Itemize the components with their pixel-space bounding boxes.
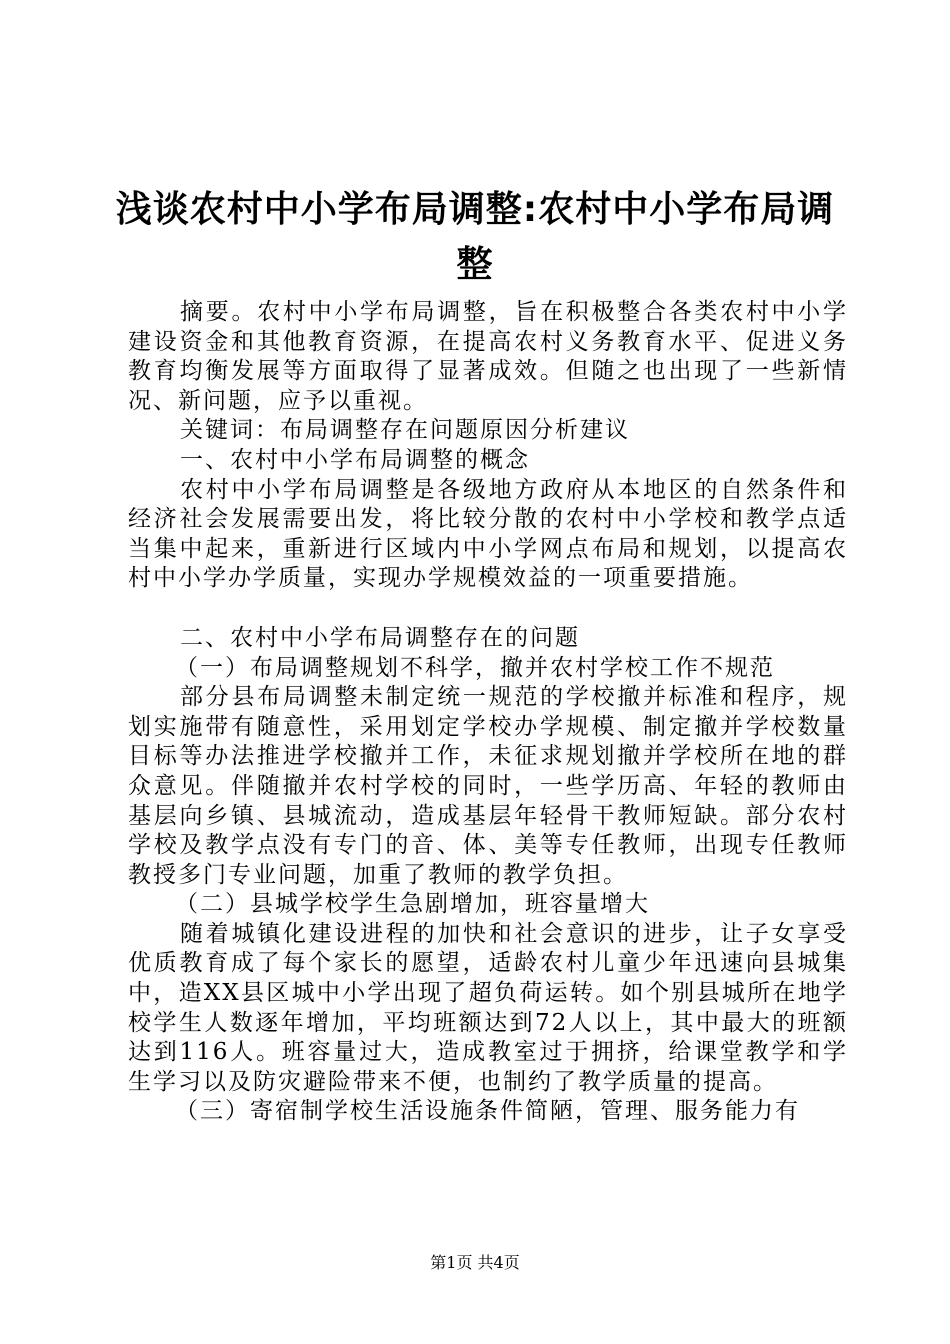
- page-footer: 第1页 共4页: [430, 1253, 520, 1272]
- document-body: [128, 298, 848, 1127]
- document-title-line2: 整: [456, 244, 494, 285]
- document-title-line1: 浅谈农村中小学布局调整:农村中小学布局调: [115, 189, 835, 230]
- keywords-line: 关键词：布局调整存在问题原因分析建议: [180, 417, 630, 444]
- section1-heading: 一、农村中小学布局调整的概念: [180, 446, 530, 473]
- paragraph-gap: [128, 594, 848, 624]
- section1-paragraph: 农村中小学布局调整是各级地方政府从本地区的自然条件和经济社会发展需要出发，将比较分散的农村中小学校和教学点适当集中起来，重新进行区域内中小学网点布局和规划，以提高农村中小学办学质量，实现办学规模效益的一项重要措施。: [128, 476, 848, 592]
- subsection1-paragraph: 部分县布局调整未制定统一规范的学校撤并标准和程序，规划实施带有随意性，采用划定学校办学规模、制定撤并学校数量目标等办法推进学校撤并工作，未征求规划撤并学校所在地的群众意见。伴随撤并农村学校的同时，一些学历高、年轻的教师由基层向乡镇、县城流动，造成基层年轻骨干教师短缺。部分农村学校及教学点没有专门的音、体、美等专任教师，出现专任教师教授多门专业问题，加重了教师的教学负担。: [128, 684, 848, 888]
- abstract-paragraph: 摘要。农村中小学布局调整，旨在积极整合各类农村中小学建设资金和其他教育资源，在提高农村义务教育水平、促进义务教育均衡发展等方面取得了显著成效。但随之也出现了一些新情况、新问题，应予以重视。: [128, 299, 848, 414]
- subsection3-heading: （三）寄宿制学校生活设施条件简陋，管理、服务能力有: [175, 1098, 800, 1125]
- section2-heading: 二、农村中小学布局调整存在的问题: [180, 624, 580, 651]
- subsection2-paragraph: 随着城镇化建设进程的加快和社会意识的进步，让子女享受优质教育成了每个家长的愿望，适龄农村儿童少年迅速向县城集中，造XX县区城中小学出现了超负荷运转。如个别县城所在地学校学生人数逐年增加，平均班额达到72人以上，其中最大的班额达到116人。班容量过大，造成教室过于拥挤，给课堂教学和学生学习以及防灾避险带来不便，也制约了教学质量的提高。: [128, 920, 848, 1095]
- subsection2-heading: （二）县城学校学生急剧增加，班容量增大: [175, 891, 650, 918]
- subsection1-heading: （一）布局调整规划不科学，撤并农村学校工作不规范: [175, 654, 775, 681]
